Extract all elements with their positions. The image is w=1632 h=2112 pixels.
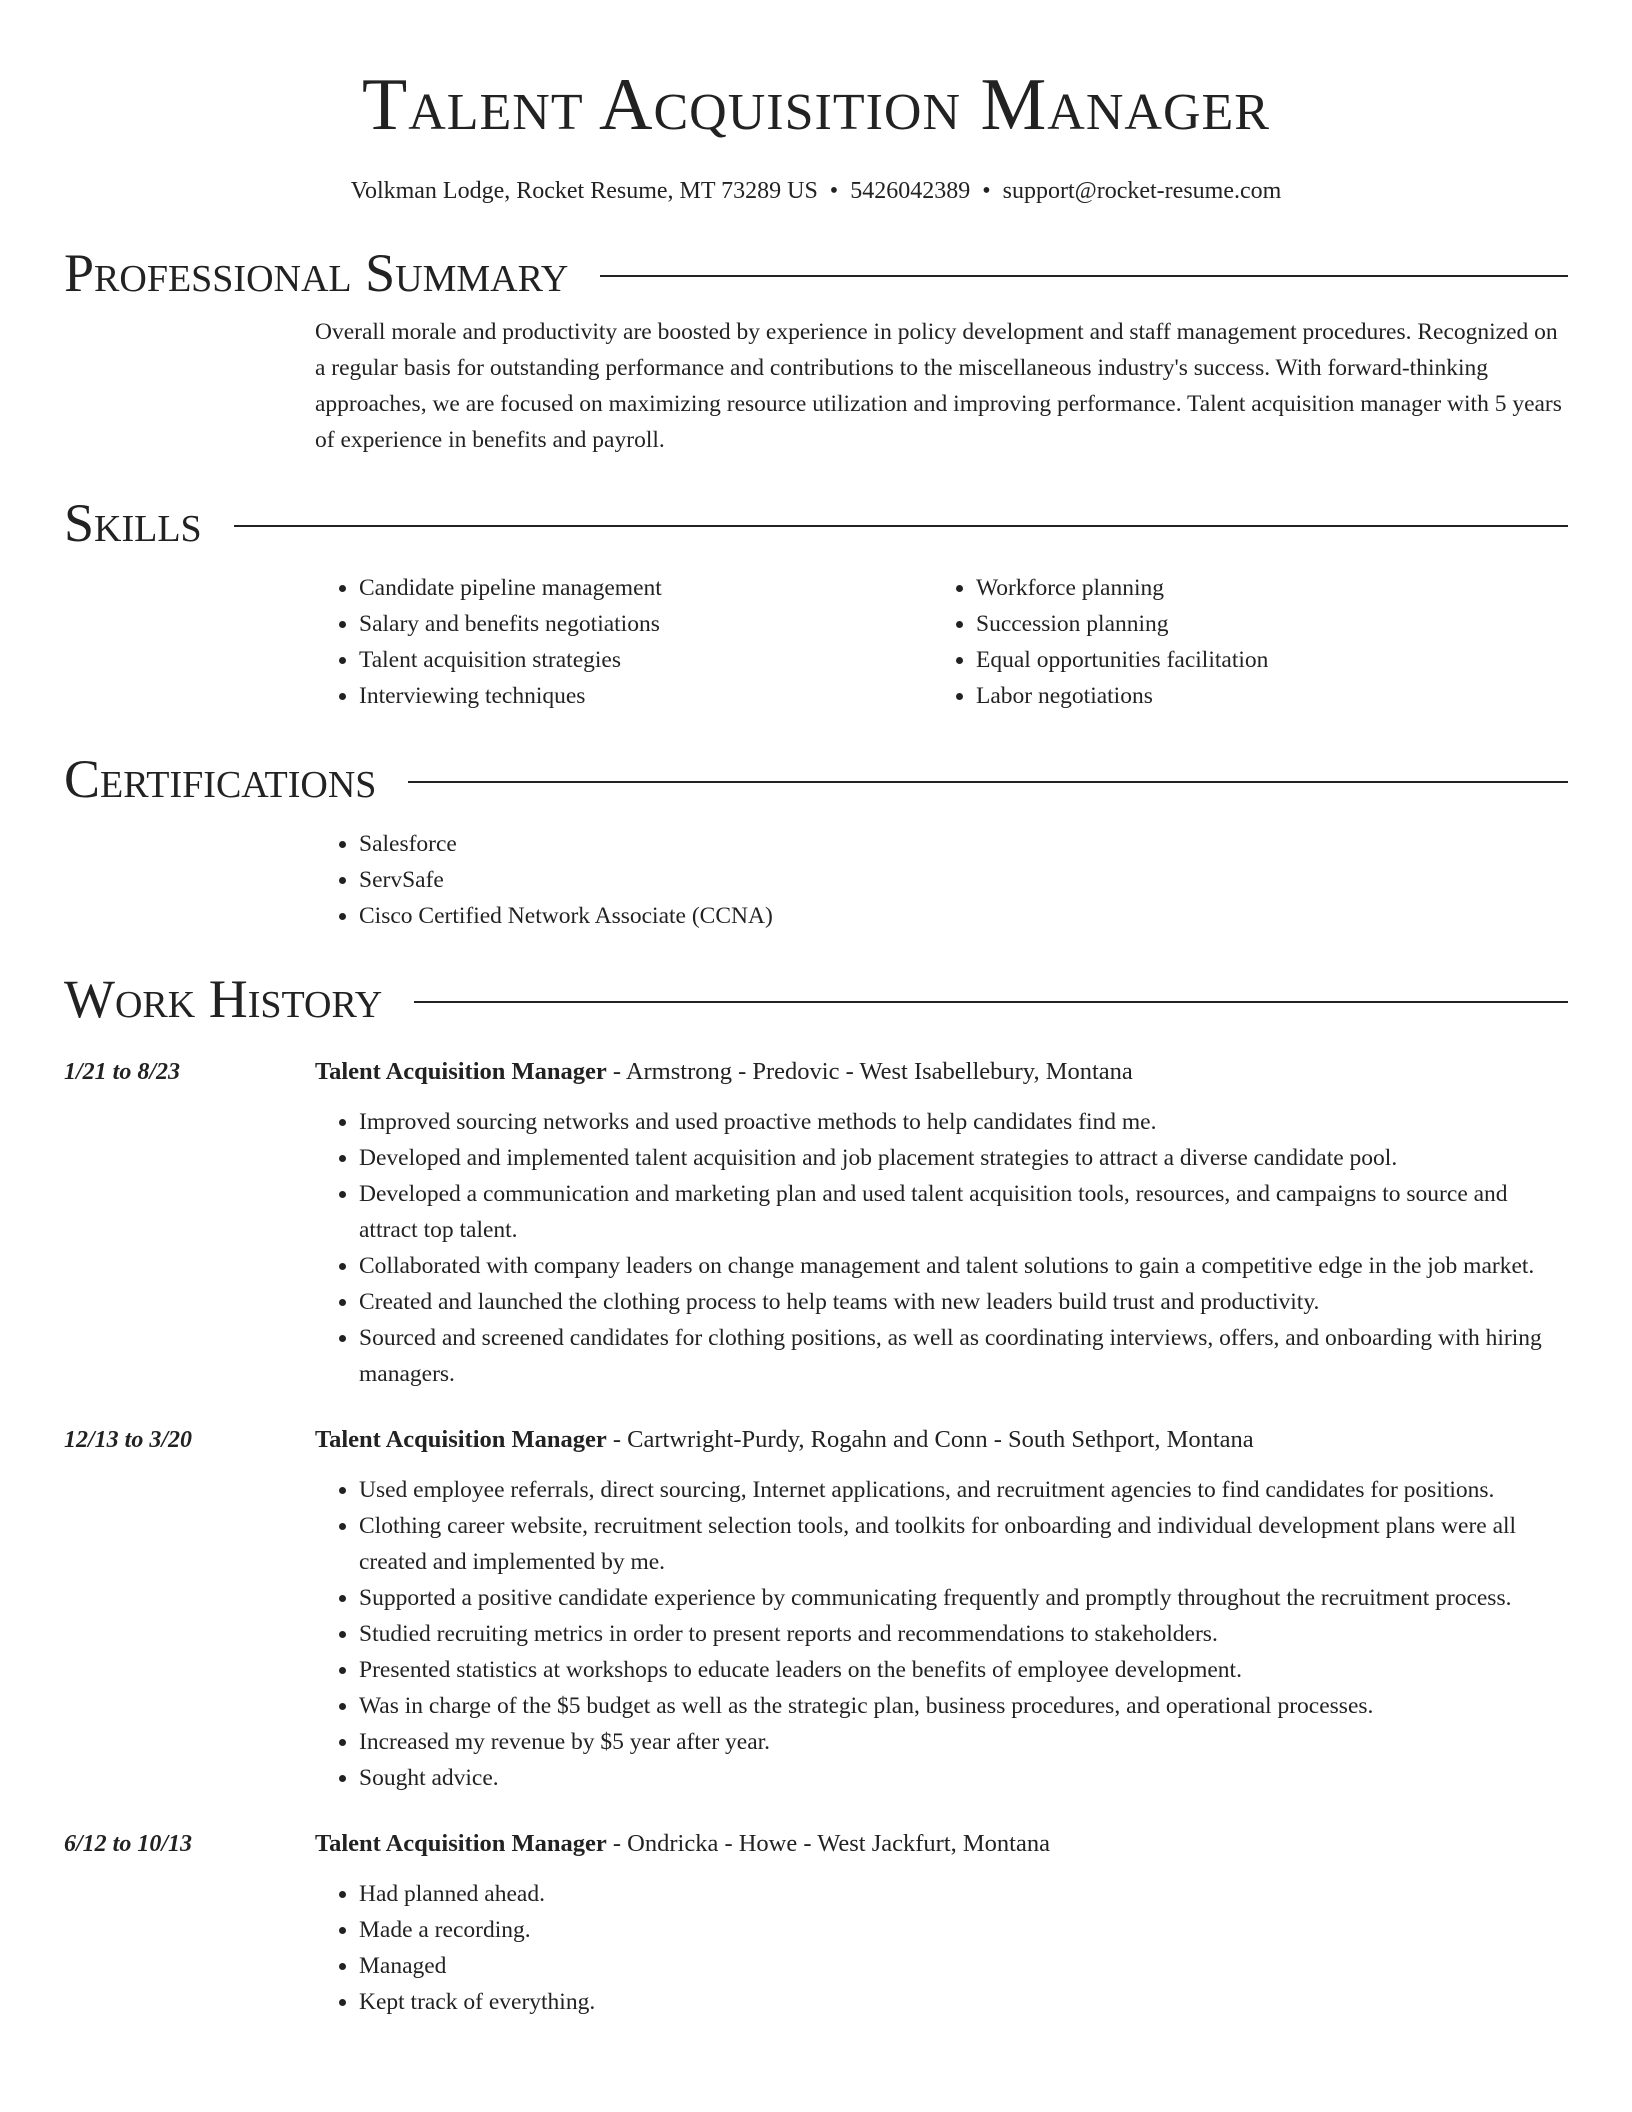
candidate-name: Talent Acquisition Manager [362, 64, 1270, 146]
job-title: Talent Acquisition Manager [315, 1058, 607, 1085]
certifications-heading: Certifications [64, 749, 377, 809]
job-dates: 1/21 to 8/23 [64, 1059, 181, 1085]
job-header [315, 1826, 1568, 1862]
job-bullet: • Collaborated with company leaders on change management and talent solutions to gain a competitive edge in the job market. [359, 1248, 1568, 1284]
contact-line [64, 174, 1568, 208]
job-bullet-list [315, 1876, 1568, 2020]
job-bullet: • Presented statistics at workshops to educate leaders on the benefits of employee development. [359, 1652, 1568, 1688]
job-dates: 12/13 to 3/20 [64, 1427, 193, 1453]
skill-item: • Candidate pipeline management [359, 570, 932, 606]
job-company-location: - Cartwright-Purdy, Rogahn and Conn - South Sethport, Montana [606, 1426, 1254, 1453]
summary-section-header [64, 238, 1568, 308]
skills-list [315, 570, 1568, 714]
job-entry [64, 1054, 1568, 1392]
job-entry [64, 1826, 1568, 2020]
job-bullet: • Studied recruiting metrics in order to present reports and recommendations to stakeholders. [359, 1616, 1568, 1652]
section-divider [600, 275, 1568, 277]
contact-phone: 5426042389 [850, 178, 971, 204]
job-bullet: • Made a recording. [359, 1912, 1568, 1948]
summary-heading: Professional Summary [64, 243, 569, 303]
summary-text: Overall morale and productivity are boosted by experience in policy development and staff management procedures. Recognized on a regular basis for outstanding performance and contributions to the miscellaneous industry's success. With forward-thinking approaches, we are focused on maximizing resource utilization and improving performance. Talent acquisition manager with 5 years of experience in benefits and payroll. [315, 319, 1562, 453]
job-bullet: • Increased my revenue by $5 year after year. [359, 1724, 1568, 1760]
skill-item: • Talent acquisition strategies [359, 642, 932, 678]
job-title: Talent Acquisition Manager [315, 1830, 607, 1857]
skill-item: • Equal opportunities facilitation [976, 642, 1532, 678]
section-divider [414, 1001, 1568, 1003]
job-title: Talent Acquisition Manager [315, 1426, 607, 1453]
job-bullet: • Supported a positive candidate experience by communicating frequently and promptly throughout the recruitment process. [359, 1580, 1568, 1616]
job-bullet: • Developed and implemented talent acquisition and job placement strategies to attract a diverse candidate pool. [359, 1140, 1568, 1176]
certifications-list [315, 826, 1568, 934]
certifications-section-header [64, 744, 1568, 814]
skill-item: • Labor negotiations [976, 678, 1532, 714]
job-bullet: • Sourced and screened candidates for clothing positions, as well as coordinating interviews, offers, and onboarding with hiring managers. [359, 1320, 1568, 1392]
skill-item: • Interviewing techniques [359, 678, 932, 714]
certification-item: • ServSafe [359, 862, 1568, 898]
section-divider [234, 525, 1568, 527]
job-bullet-list [315, 1104, 1568, 1392]
work-history-section-header [64, 964, 1568, 1034]
job-bullet: • Kept track of everything. [359, 1984, 1568, 2020]
job-bullet: • Was in charge of the $5 budget as well as the strategic plan, business procedures, and operational processes. [359, 1688, 1568, 1724]
skill-item: • Workforce planning [976, 570, 1532, 606]
skill-item: • Succession planning [976, 606, 1532, 642]
work-history-heading: Work History [64, 969, 383, 1029]
contact-separator: • [829, 178, 839, 204]
job-bullet: • Used employee referrals, direct sourcing, Internet applications, and recruitment agencies to find candidates for positions. [359, 1472, 1568, 1508]
job-bullet: • Clothing career website, recruitment selection tools, and toolkits for onboarding and individual development plans were all created and implemented by me. [359, 1508, 1568, 1580]
resume-page [64, 60, 1568, 2020]
skills-column-right [932, 570, 1532, 714]
contact-separator: • [982, 178, 991, 204]
job-header [315, 1422, 1568, 1458]
skills-section-header [64, 488, 1568, 558]
job-content [315, 1422, 1568, 1796]
skills-column-left [315, 570, 932, 714]
job-bullet: • Developed a communication and marketing plan and used talent acquisition tools, resources, and campaigns to source and attract top talent. [359, 1176, 1568, 1248]
job-header [315, 1054, 1568, 1090]
job-entry [64, 1422, 1568, 1796]
job-bullet-list [315, 1472, 1568, 1796]
job-dates: 6/12 to 10/13 [64, 1831, 193, 1857]
contact-email: support@rocket-resume.com [1002, 178, 1282, 204]
contact-address: Volkman Lodge, Rocket Resume, MT 73289 US [350, 178, 818, 204]
job-bullet: • Sought advice. [359, 1760, 1568, 1796]
job-bullet: • Had planned ahead. [359, 1876, 1568, 1912]
job-company-location: - Armstrong - Predovic - West Isabellebury, Montana [606, 1058, 1133, 1085]
job-content [315, 1054, 1568, 1392]
job-bullet: • Managed [359, 1948, 1568, 1984]
job-bullet: • Improved sourcing networks and used proactive methods to help candidates find me. [359, 1104, 1568, 1140]
skills-heading: Skills [64, 493, 202, 553]
certification-item: • Salesforce [359, 826, 1568, 862]
job-content [315, 1826, 1568, 2020]
job-bullet: • Created and launched the clothing process to help teams with new leaders build trust and productivity. [359, 1284, 1568, 1320]
skill-item: • Salary and benefits negotiations [359, 606, 932, 642]
section-divider [408, 781, 1568, 783]
job-company-location: - Ondricka - Howe - West Jackfurt, Montana [606, 1830, 1050, 1857]
certification-item: • Cisco Certified Network Associate (CCNA) [359, 898, 1568, 934]
